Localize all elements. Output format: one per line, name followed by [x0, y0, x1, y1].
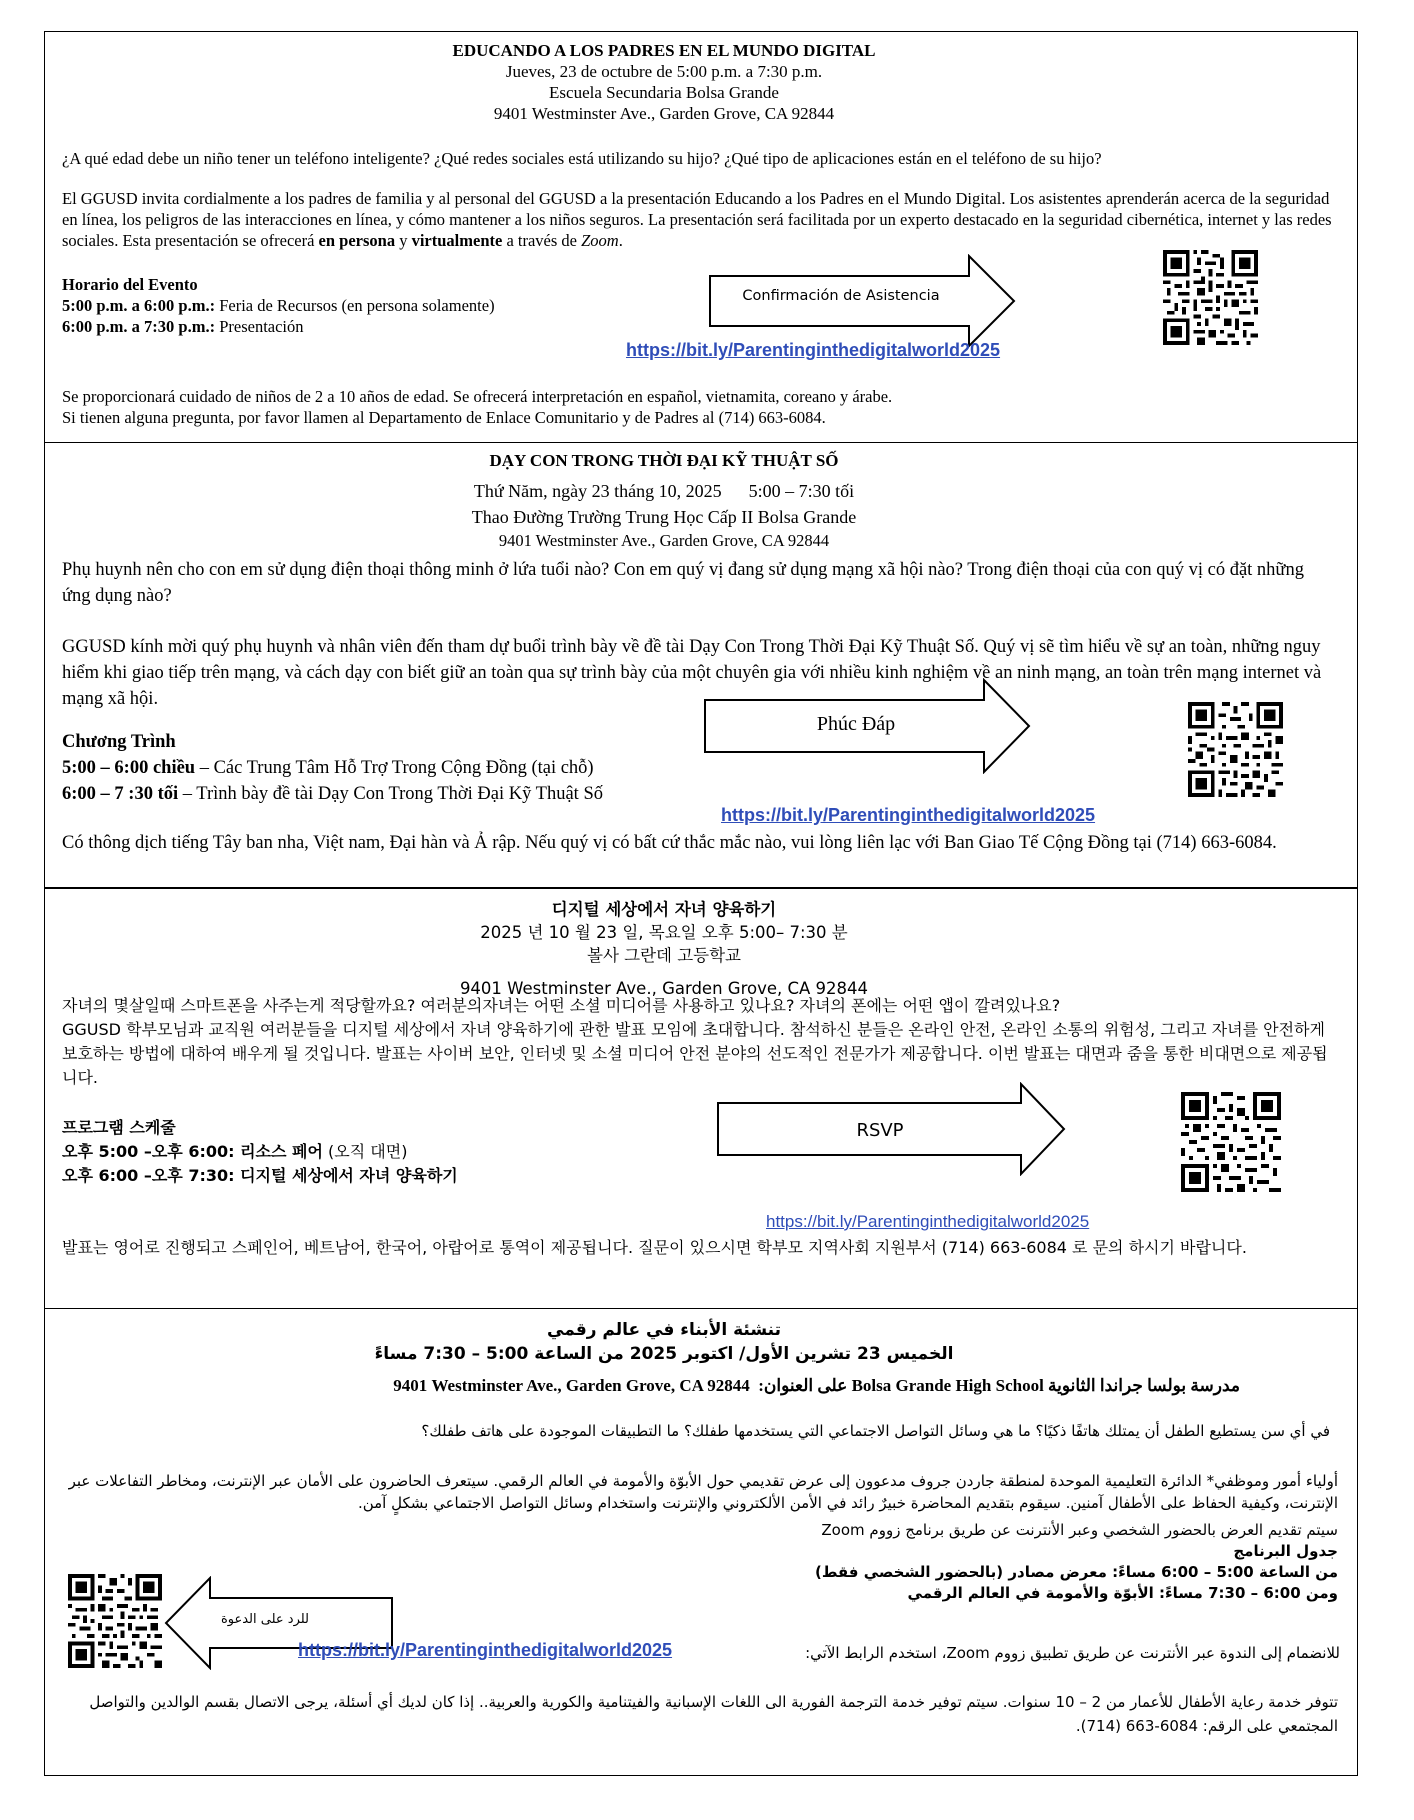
spanish-schedule-item: 6:00 p.m. a 7:30 p.m.: Presentación	[62, 317, 304, 336]
arabic-qr-code[interactable]	[68, 1574, 162, 1673]
arabic-question: في أي سن يستطيع الطفل أن يمتلك هاتفًا ذكيًا؟ ما هي وسائل التواصل الاجتماعي التي يستخدمها طفلك؟ ما التطبيقات الموجودة على هاتف طفلك؟	[421, 1422, 1330, 1440]
korean-schedule	[62, 1116, 722, 1188]
arabic-schedule-heading: جدول البرنامج	[1233, 1542, 1338, 1560]
korean-question: 자녀의 몇살일때 스마트폰을 사주는게 적당할까요? 여러분의자녀는 어떤 소셜 미디어를 사용하고 있나요? 자녀의 폰에는 어떤 앱이 깔려있나요?	[62, 996, 1061, 1015]
vietnamese-address: 9401 Westminster Ave., Garden Grove, CA 92844	[498, 531, 830, 550]
arabic-footer: تتوفر خدمة رعاية الأطفال للأعمار من 2 – 10 سنوات. سيتم توفير خدمة الترجمة الفورية الى اللغات الإسبانية والفيتنامية والكورية والعربية.. إذا كان لديك أي أسئلة، يرجى الاتصال بقسم الوالدين والتواصل المجتمعي على الرقم: 6084-663 (714).	[89, 1693, 1338, 1735]
spanish-footer: Se proporcionará cuidado de niños de 2 a 10 años de edad. Se ofrecerá interpretación en español, vietnamita, coreano y árabe. Si tienen alguna pregunta, por favor llamen al Departamento de Enlace Comunitario y de Padres al (714) 663-6084.	[62, 387, 893, 427]
arabic-title: تنشئة الأبناء في عالم رقمي	[547, 1320, 781, 1340]
korean-schedule-heading: 프로그램 스케줄	[62, 1118, 176, 1137]
korean-address: 9401 Westminster Ave., Garden Grove, CA 92844	[459, 979, 869, 998]
spanish-qr-code[interactable]	[1163, 250, 1258, 350]
arabic-school-en: Bolsa Grande High School	[851, 1376, 1044, 1395]
korean-school: 볼사 그란데 고등학교	[587, 946, 741, 965]
spanish-rsvp-label: Confirmación de Asistencia	[742, 288, 940, 304]
spanish-question: ¿A qué edad debe un niño tener un teléfono inteligente? ¿Qué redes sociales está utilizando su hijo? ¿Qué tipo de aplicaciones están en el teléfono de su hijo?	[62, 149, 1102, 168]
arabic-address: 9401 Westminster Ave., Garden Grove, CA 92844	[393, 1376, 750, 1395]
spanish-invitation: El GGUSD invita cordialmente a los padres de familia y al personal del GGUSD a la presentación Educando a los Padres en el Mundo Digital. Los asistentes aprenderán acerca de la seguridad en línea, los peligros de las interacciones en línea, y cómo mantener a los niños seguros. La presentación será facilitada por un experto destacado en la seguridad cibernética, internet y las redes sociales. Esta presentación se ofrecerá en persona y virtualmente a través de Zoom.	[62, 189, 1332, 250]
spanish-title: EDUCANDO A LOS PADRES EN EL MUNDO DIGITAL	[452, 41, 876, 60]
vietnamese-school: Thao Đường Trường Trung Học Cấp II Bolsa Grande	[471, 507, 857, 527]
korean-invitation: GGUSD 학부모님과 교직원 여러분들을 디지털 세상에서 자녀 양육하기에 관한 발표 모임에 초대합니다. 참석하신 분들은 온라인 안전, 온라인 소통의 위험성, 그리고 자녀를 안전하게 보호하는 방법에 대하여 배우게 될 것입니다. 발표는 사이버 보안, 인터넷 및 소셜 미디어 안전 분야의 선도적인 전문가가 제공합니다. 이번 발표는 대면과 줌을 통한 비대면으로 제공됩니다.	[62, 1020, 1328, 1087]
spanish-schedule	[62, 274, 682, 337]
arabic-school: مدرسة بولسا جراندا الثانوية	[1048, 1376, 1240, 1395]
arabic-invitation: أولياء أمور وموظفي* الدائرة التعليمية الموحدة لمنطقة جاردن جروف مدعوون إلى عرض تقديمي حول الأبوّة والأمومة في العالم الرقمي. سيتعرف الحاضرون على الأمان عبر الإنترنت، ومخاطر التفاعلات عبر الإنترنت، وكيفية الحفاظ على الأطفال آمنين. سيقوم بتقديم المحاضرة خبيرٌ رائد في الأمن الألكتروني والإنترنت واستخدام وسائل التواصل الاجتماعي بشكلٍ آمن.	[68, 1472, 1338, 1512]
arabic-location	[62, 1374, 1240, 1398]
arabic-schedule-item: من الساعة 5:00 – 6:00 مساءً: معرض مصادر (بالحضور الشخصي فقط)	[814, 1563, 1338, 1581]
vietnamese-schedule-heading: Chương Trình	[62, 732, 176, 752]
vietnamese-rsvp-label: Phúc Đáp	[816, 713, 896, 735]
spanish-school: Escuela Secundaria Bolsa Grande	[549, 83, 779, 102]
arabic-schedule-item: ومن 6:00 – 7:30 مساءً: الأبوّة والأمومة في العالم الرقمي	[907, 1584, 1338, 1602]
qr-code-icon	[1163, 250, 1258, 345]
spanish-date: Jueves, 23 de octubre de 5:00 p.m. a 7:30 p.m.	[505, 62, 823, 81]
arabic-schedule	[700, 1541, 1338, 1604]
vietnamese-footer: Có thông dịch tiếng Tây ban nha, Việt nam, Đại hàn và Ả rập. Nếu quý vị có bất cứ thắc mắc nào, vui lòng liên lạc với Ban Giao Tế Cộng Đồng tại (714) 663-6084.	[62, 833, 1277, 853]
vietnamese-title: DẠY CON TRONG THỜI ĐẠI KỸ THUẬT SỐ	[489, 451, 839, 470]
arabic-rsvp-label: للرد على الدعوة	[220, 1612, 310, 1627]
korean-schedule-item: 오후 5:00 –오후 6:00: 리소스 페어 (오직 대면)	[62, 1142, 408, 1161]
vietnamese-header	[44, 450, 1284, 551]
korean-title: 디지털 세상에서 자녀 양육하기	[551, 900, 777, 919]
spanish-header	[44, 40, 1284, 124]
korean-header	[44, 898, 1284, 1000]
korean-schedule-item: 오후 6:00 –오후 7:30: 디지털 세상에서 자녀 양육하기	[62, 1166, 458, 1185]
spanish-schedule-heading: Horario del Evento	[62, 275, 198, 294]
korean-footer: 발표는 영어로 진행되고 스페인어, 베트남어, 한국어, 아랍어로 통역이 제공됩니다. 질문이 있으시면 학부모 지역사회 지원부서 (714) 663-6084 로 문의 하시기 바랍니다.	[62, 1238, 1247, 1257]
spanish-schedule-item: 5:00 p.m. a 6:00 p.m.: Feria de Recursos (en persona solamente)	[62, 296, 495, 315]
spanish-rsvp-link[interactable]: https://bit.ly/Parentinginthedigitalworld2025	[626, 340, 1001, 360]
korean-rsvp-label: RSVP	[856, 1120, 904, 1141]
vietnamese-question: Phụ huynh nên cho con em sử dụng điện thoại thông minh ở lứa tuổi nào? Con em quý vị đang sử dụng mạng xã hội nào? Trong điện thoại của con quý vị có đặt những ứng dụng nào?	[62, 560, 1304, 606]
spanish-address: 9401 Westminster Ave., Garden Grove, CA 92844	[493, 104, 835, 123]
korean-date: 2025 년 10 월 23 일, 목요일 오후 5:00– 7:30 분	[480, 923, 848, 942]
arabic-header	[44, 1318, 1284, 1366]
vietnamese-rsvp-link[interactable]: https://bit.ly/Parentinginthedigitalworld2025	[721, 805, 1096, 825]
arabic-date: الخميس 23 تشرين الأول/ اكتوبر 2025 من الساعة 5:00 – 7:30 مساءً	[374, 1344, 954, 1364]
arabic-zoom-text: للانضمام إلى الندوة عبر الأنترنت عن طريق تطبيق زووم Zoom، استخدم الرابط الآتي:	[805, 1644, 1340, 1662]
korean-qr-code[interactable]	[1181, 1092, 1281, 1197]
vietnamese-invitation: GGUSD kính mời quý phụ huynh và nhân viên đến tham dự buổi trình bày về đề tài Dạy Con Trong Thời Đại Kỹ Thuật Số. Quý vị sẽ tìm hiểu về sự an toàn, những nguy hiểm khi giao tiếp trên mạng, và cách dạy con biết giữ an toàn qua sự trình bày của một chuyên gia với nhiều kinh nghiệm về an ninh mạng, an toàn trên mạng internet và mạng xã hội.	[62, 637, 1322, 709]
qr-code-icon	[68, 1574, 162, 1668]
vietnamese-schedule-item: 5:00 – 6:00 chiều – Các Trung Tâm Hỗ Trợ Trong Cộng Đồng (tại chỗ)	[62, 758, 594, 778]
arabic-address-label: على العنوان:	[758, 1376, 848, 1395]
vietnamese-schedule	[62, 729, 742, 807]
korean-rsvp-link[interactable]: https://bit.ly/Parentinginthedigitalworld2025	[766, 1212, 1090, 1231]
qr-code-icon	[1181, 1092, 1281, 1192]
vietnamese-qr-code[interactable]	[1188, 702, 1283, 802]
qr-code-icon	[1188, 702, 1283, 797]
vietnamese-date: Thứ Năm, ngày 23 tháng 10, 2025 5:00 – 7:30 tối	[473, 481, 855, 501]
arabic-format: سيتم تقديم العرض بالحضور الشخصي وعبر الأنترنت عن طريق برنامج زووم Zoom	[821, 1521, 1338, 1539]
arabic-rsvp-link[interactable]: https://bit.ly/Parentinginthedigitalworld2025	[298, 1640, 673, 1660]
vietnamese-schedule-item: 6:00 – 7 :30 tối – Trình bày đề tài Dạy Con Trong Thời Đại Kỹ Thuật Số	[62, 784, 603, 804]
